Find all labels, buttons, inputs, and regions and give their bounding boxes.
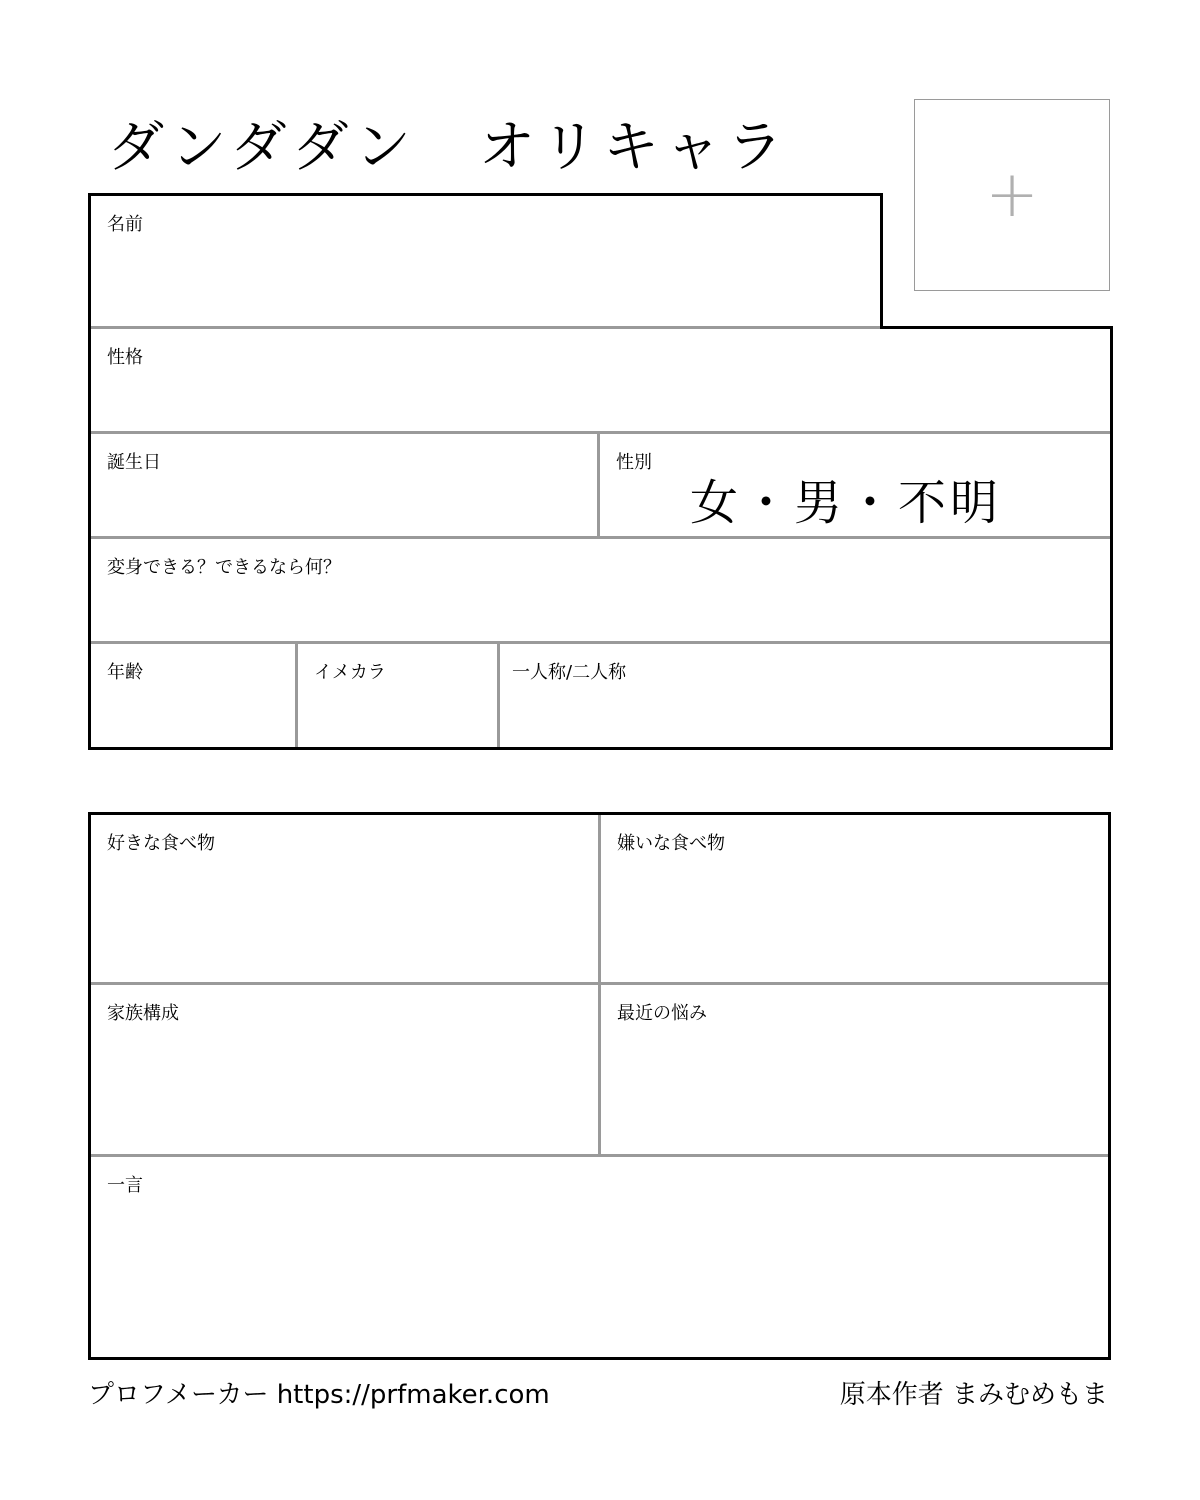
comment-label: 一言	[107, 1175, 143, 1196]
age-label: 年齢	[107, 662, 143, 683]
birthday-field[interactable]	[91, 434, 597, 536]
gender-options: 女・男・不明	[690, 475, 1003, 531]
border	[880, 193, 883, 329]
transform-field[interactable]	[91, 539, 1110, 641]
pronouns-label: 一人称/二人称	[512, 662, 627, 683]
gender-label: 性別	[616, 452, 652, 473]
disliked-food-field[interactable]	[601, 815, 1108, 982]
image-color-field[interactable]	[298, 644, 497, 747]
family-field[interactable]	[91, 985, 598, 1154]
gender-field[interactable]	[600, 434, 1110, 536]
border	[88, 747, 1113, 750]
personality-label: 性格	[107, 347, 143, 368]
family-label: 家族構成	[107, 1003, 179, 1024]
name-field[interactable]	[91, 196, 880, 326]
liked-food-label: 好きな食べ物	[107, 833, 215, 854]
disliked-food-label: 嫌いな食べ物	[617, 833, 725, 854]
comment-field[interactable]	[91, 1157, 1108, 1357]
border	[1110, 326, 1113, 750]
profile-bottom-section	[88, 812, 1111, 1360]
page-title: ダンダダン オリキャラ	[108, 115, 789, 180]
footer-maker: プロフメーカー https://prfmaker.com	[88, 1380, 550, 1410]
worries-label: 最近の悩み	[617, 1003, 707, 1024]
worries-field[interactable]	[601, 985, 1108, 1154]
age-field[interactable]	[91, 644, 295, 747]
photo-upload-box[interactable]	[914, 99, 1110, 291]
personality-field[interactable]	[91, 329, 1110, 431]
liked-food-field[interactable]	[91, 815, 598, 982]
plus-icon: +	[985, 158, 1039, 232]
birthday-label: 誕生日	[107, 452, 161, 473]
transform-label: 変身できる？できるなら何？	[107, 557, 341, 578]
name-label: 名前	[107, 214, 143, 235]
pronouns-field[interactable]	[500, 644, 1110, 747]
footer-author: 原本作者 まみむめもま	[839, 1380, 1108, 1410]
image-color-label: イメカラ	[314, 662, 386, 683]
